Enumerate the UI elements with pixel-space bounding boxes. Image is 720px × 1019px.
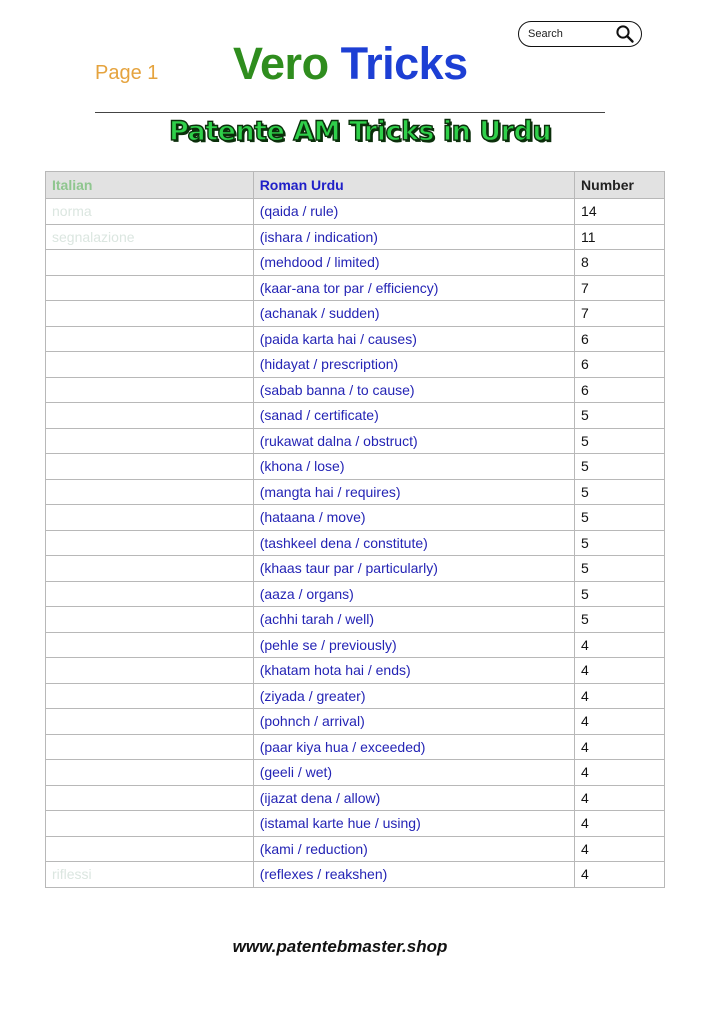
- cell-number: 14: [575, 199, 665, 225]
- cell-roman-urdu: (tashkeel dena / constitute): [253, 530, 574, 556]
- table-row: [46, 811, 665, 837]
- cell-number: 6: [575, 326, 665, 352]
- cell-roman-urdu: (khona / lose): [253, 454, 574, 480]
- cell-number: 4: [575, 862, 665, 888]
- cell-number: 4: [575, 709, 665, 735]
- column-header-roman-urdu: Roman Urdu: [253, 172, 574, 199]
- search-input[interactable]: [528, 28, 608, 40]
- cell-roman-urdu: (hataana / move): [253, 505, 574, 531]
- cell-number: 7: [575, 275, 665, 301]
- cell-roman-urdu: (geeli / wet): [253, 760, 574, 786]
- cell-italian: [46, 275, 254, 301]
- table-row: [46, 454, 665, 480]
- cell-roman-urdu: (pehle se / previously): [253, 632, 574, 658]
- search-box[interactable]: [518, 21, 642, 47]
- table-row: [46, 199, 665, 225]
- table-body: [46, 199, 665, 888]
- website-url[interactable]: www.patentebmaster.shop: [232, 937, 448, 956]
- cell-roman-urdu: (mehdood / limited): [253, 250, 574, 276]
- cell-italian: [46, 352, 254, 378]
- cell-roman-urdu: (reflexes / reakshen): [253, 862, 574, 888]
- table-row: [46, 403, 665, 429]
- cell-italian: [46, 760, 254, 786]
- cell-roman-urdu: (sanad / certificate): [253, 403, 574, 429]
- table-row: [46, 709, 665, 735]
- logo-word-vero: Vero: [233, 38, 329, 89]
- table-row: [46, 836, 665, 862]
- header-divider: [95, 112, 605, 113]
- table-row: [46, 301, 665, 327]
- table-row: [46, 632, 665, 658]
- cell-number: 5: [575, 428, 665, 454]
- cell-italian: [46, 581, 254, 607]
- cell-italian: [46, 530, 254, 556]
- table-row: [46, 250, 665, 276]
- table-row: [46, 658, 665, 684]
- table-row: [46, 607, 665, 633]
- cell-italian: [46, 301, 254, 327]
- cell-italian: [46, 250, 254, 276]
- cell-roman-urdu: (khaas taur par / particularly): [253, 556, 574, 582]
- table-row: [46, 683, 665, 709]
- column-header-number: Number: [575, 172, 665, 199]
- table-row: [46, 275, 665, 301]
- cell-number: 7: [575, 301, 665, 327]
- cell-number: 6: [575, 377, 665, 403]
- cell-italian: [46, 785, 254, 811]
- cell-roman-urdu: (hidayat / prescription): [253, 352, 574, 378]
- table-row: [46, 556, 665, 582]
- cell-roman-urdu: (achanak / sudden): [253, 301, 574, 327]
- cell-number: 5: [575, 479, 665, 505]
- cell-number: 5: [575, 454, 665, 480]
- cell-roman-urdu: (achhi tarah / well): [253, 607, 574, 633]
- table-row: [46, 224, 665, 250]
- table-row: [46, 581, 665, 607]
- cell-italian: [46, 479, 254, 505]
- cell-italian: [46, 734, 254, 760]
- cell-italian: [46, 658, 254, 684]
- cell-italian: [46, 377, 254, 403]
- cell-italian: [46, 556, 254, 582]
- page-number: Page 1: [95, 62, 159, 84]
- cell-roman-urdu: (kami / reduction): [253, 836, 574, 862]
- cell-roman-urdu: (ishara / indication): [253, 224, 574, 250]
- cell-italian: [46, 505, 254, 531]
- cell-italian: [46, 632, 254, 658]
- cell-roman-urdu: (kaar-ana tor par / efficiency): [253, 275, 574, 301]
- cell-italian: [46, 607, 254, 633]
- site-logo[interactable]: [233, 38, 468, 90]
- table-row: [46, 352, 665, 378]
- column-header-italian: Italian: [46, 172, 254, 199]
- table-header-row: [46, 172, 665, 199]
- table-row: [46, 326, 665, 352]
- cell-italian: [46, 326, 254, 352]
- cell-italian: norma: [46, 199, 254, 225]
- cell-number: 4: [575, 811, 665, 837]
- cell-italian: [46, 811, 254, 837]
- cell-number: 5: [575, 403, 665, 429]
- table-row: [46, 785, 665, 811]
- cell-roman-urdu: (sabab banna / to cause): [253, 377, 574, 403]
- cell-roman-urdu: (pohnch / arrival): [253, 709, 574, 735]
- cell-number: 5: [575, 505, 665, 531]
- cell-roman-urdu: (rukawat dalna / obstruct): [253, 428, 574, 454]
- cell-number: 4: [575, 836, 665, 862]
- table-row: [46, 734, 665, 760]
- cell-italian: segnalazione: [46, 224, 254, 250]
- cell-roman-urdu: (qaida / rule): [253, 199, 574, 225]
- vocabulary-table: [45, 171, 665, 888]
- cell-number: 5: [575, 607, 665, 633]
- cell-number: 6: [575, 352, 665, 378]
- cell-number: 8: [575, 250, 665, 276]
- cell-number: 4: [575, 632, 665, 658]
- cell-italian: [46, 683, 254, 709]
- cell-number: 5: [575, 581, 665, 607]
- cell-number: 5: [575, 530, 665, 556]
- table-row: [46, 530, 665, 556]
- cell-roman-urdu: (aaza / organs): [253, 581, 574, 607]
- cell-number: 4: [575, 683, 665, 709]
- table-row: [46, 479, 665, 505]
- cell-italian: [46, 836, 254, 862]
- cell-italian: [46, 428, 254, 454]
- cell-italian: [46, 403, 254, 429]
- cell-roman-urdu: (ijazat dena / allow): [253, 785, 574, 811]
- table-row: [46, 760, 665, 786]
- logo-word-tricks: Tricks: [340, 38, 468, 89]
- cell-italian: [46, 454, 254, 480]
- page-title: Patente AM Tricks in Urdu: [168, 116, 552, 147]
- cell-roman-urdu: (ziyada / greater): [253, 683, 574, 709]
- cell-italian: riflessi: [46, 862, 254, 888]
- cell-number: 5: [575, 556, 665, 582]
- cell-roman-urdu: (paar kiya hua / exceeded): [253, 734, 574, 760]
- cell-number: 4: [575, 658, 665, 684]
- cell-number: 11: [575, 224, 665, 250]
- cell-number: 4: [575, 760, 665, 786]
- table-row: [46, 862, 665, 888]
- search-icon[interactable]: [615, 24, 635, 44]
- table-row: [46, 428, 665, 454]
- table-row: [46, 377, 665, 403]
- cell-roman-urdu: (istamal karte hue / using): [253, 811, 574, 837]
- cell-roman-urdu: (mangta hai / requires): [253, 479, 574, 505]
- cell-number: 4: [575, 785, 665, 811]
- table-row: [46, 505, 665, 531]
- cell-number: 4: [575, 734, 665, 760]
- cell-italian: [46, 709, 254, 735]
- cell-roman-urdu: (khatam hota hai / ends): [253, 658, 574, 684]
- cell-roman-urdu: (paida karta hai / causes): [253, 326, 574, 352]
